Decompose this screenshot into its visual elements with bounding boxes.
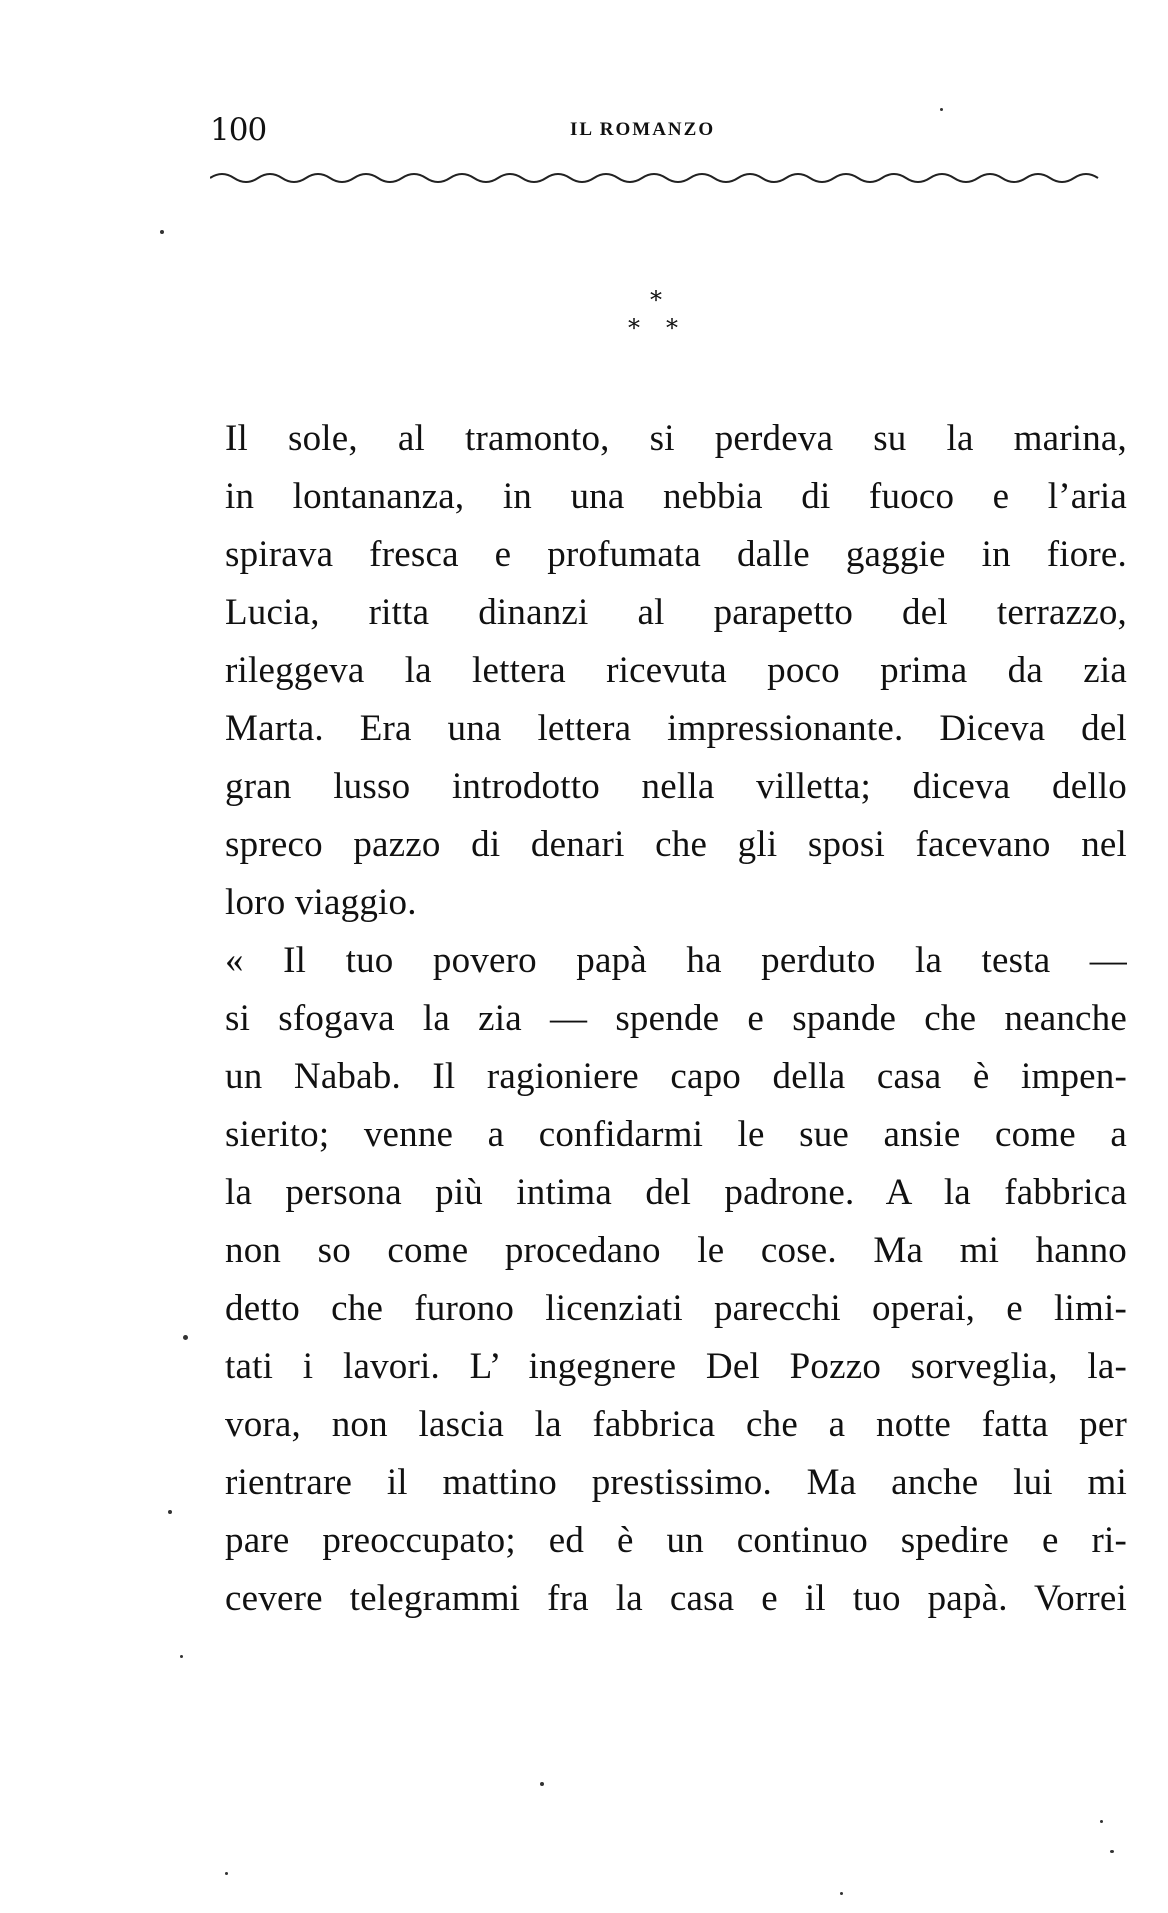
text-line: loro viaggio.: [225, 882, 417, 923]
body-text: [225, 410, 1127, 1628]
scan-speck: [1100, 1820, 1103, 1823]
text-line: si sfogava la zia — spende e spande che neanche: [225, 998, 1127, 1039]
asterisk-mark: *: [650, 286, 662, 314]
scan-speck: [180, 1655, 183, 1658]
text-line: un Nabab. Il ragioniere capo della casa è impen-: [225, 1056, 1127, 1097]
text-line: spreco pazzo di denari che gli sposi facevano nel: [225, 824, 1127, 865]
scan-speck: [183, 1335, 188, 1340]
text-line: cevere telegrammi fra la casa e il tuo papà. Vorrei: [225, 1578, 1127, 1619]
running-head: [210, 112, 750, 148]
asterisk-mark: *: [628, 314, 640, 342]
text-line: rientrare il mattino prestissimo. Ma anche lui mi: [225, 1462, 1127, 1503]
scan-speck: [160, 230, 164, 234]
scan-speck: [168, 1510, 172, 1514]
text-line: detto che furono licenziati parecchi operai, e limi-: [225, 1288, 1127, 1329]
wavy-rule: [210, 168, 1110, 190]
text-line: Il sole, al tramonto, si perdeva su la marina,: [225, 418, 1127, 459]
text-line: Lucia, ritta dinanzi al parapetto del terrazzo,: [225, 592, 1127, 633]
scan-speck: [540, 1782, 544, 1786]
text-line: gran lusso introdotto nella villetta; diceva dello: [225, 766, 1127, 807]
text-line: pare preoccupato; ed è un continuo spedire e ri-: [225, 1520, 1127, 1561]
scan-speck: [1110, 1850, 1114, 1853]
text-line: la persona più intima del padrone. A la fabbrica: [225, 1172, 1127, 1213]
text-line: in lontananza, in una nebbia di fuoco e l’aria: [225, 476, 1127, 517]
section-asterism: [600, 288, 700, 358]
running-title: IL ROMANZO: [570, 119, 716, 140]
scan-speck: [840, 1892, 843, 1895]
page-number: 100: [210, 112, 267, 148]
text-line: rileggeva la lettera ricevuta poco prima da zia: [225, 650, 1127, 691]
text-line: tati i lavori. L’ ingegnere Del Pozzo sorveglia, la-: [225, 1346, 1127, 1387]
text-line: vora, non lascia la fabbrica che a notte fatta per: [225, 1404, 1127, 1445]
text-line: non so come procedano le cose. Ma mi hanno: [225, 1230, 1127, 1271]
text-line: « Il tuo povero papà ha perduto la testa —: [225, 940, 1127, 981]
text-line: Marta. Era una lettera impressionante. Diceva del: [225, 708, 1127, 749]
scan-speck: [225, 1872, 228, 1875]
text-line: sierito; venne a confidarmi le sue ansie come a: [225, 1114, 1127, 1155]
scan-speck: [940, 108, 943, 111]
asterisk-mark: *: [666, 314, 678, 342]
text-line: spirava fresca e profumata dalle gaggie in fiore.: [225, 534, 1127, 575]
